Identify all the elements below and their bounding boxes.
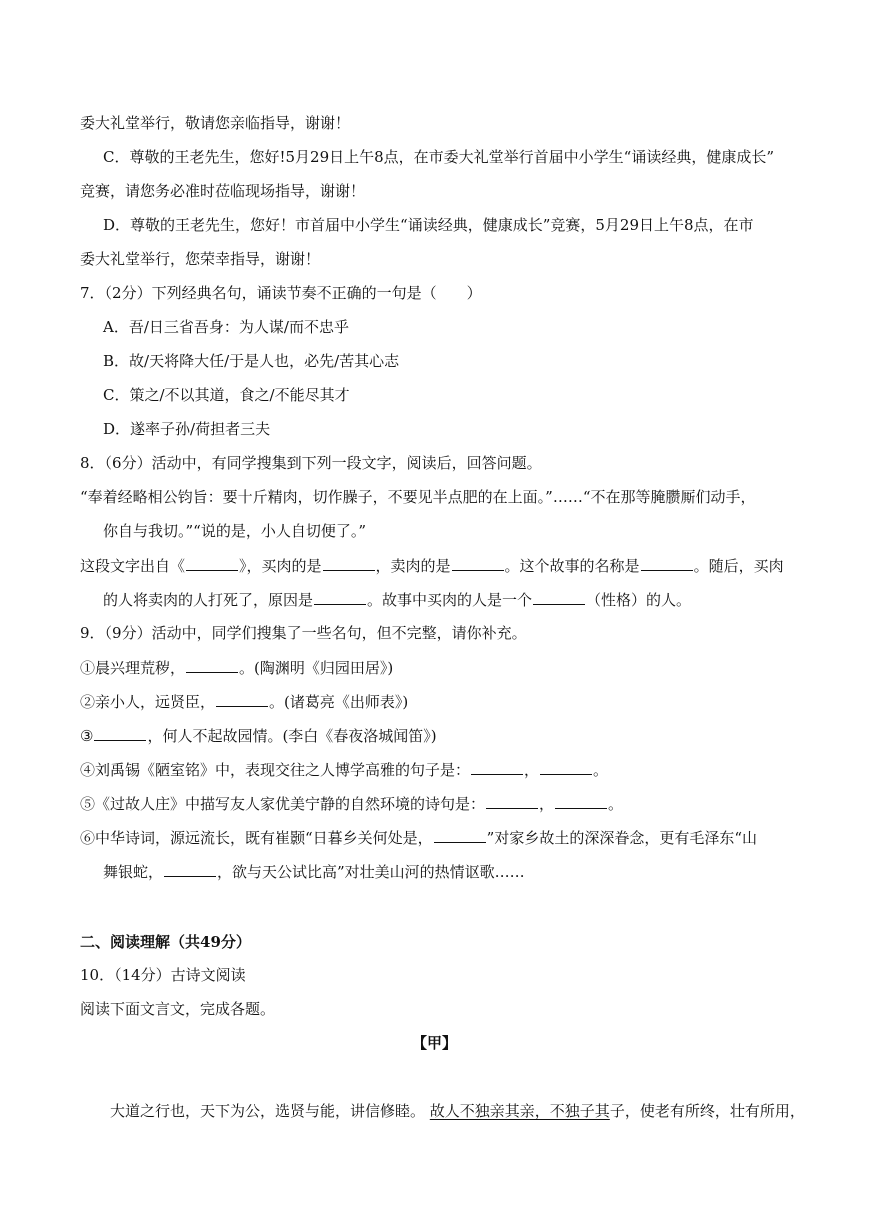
text-segment: 大道之行也，天下为公，选贤与能，讲信修睦。 [110,1102,426,1120]
question-9-item-6-line-1 [80,828,757,847]
text-segment: ⑥中华诗词，源远流长，既有崔颢“日暮乡关何处是， [80,829,433,847]
text-segment: 子，使老有所终，壮有所用， [609,1102,805,1120]
text-segment: ”对家乡故土的深深眷念，更有毛泽东“山 [486,829,758,847]
text-segment: ②亲小人，远贤臣， [80,693,216,711]
question-9-item-6-line-2 [103,862,525,881]
question-8-fill-line-1 [80,556,784,575]
question-10: 10．（14分）古诗文阅读 [80,966,246,984]
text-segment: 。(诸葛亮《出师表》) [269,693,409,711]
answer-blank[interactable] [434,828,486,843]
question-8-passage-line-1: “奉着经略相公钧旨：要十斤精肉，切作臊子，不要见半点肥的在上面。”……“不在那等腌臜厮们动手， [80,488,756,506]
question-7-option-c: C．策之/不以其道，食之/不能尽其才 [103,386,350,404]
text-segment: 》，买肉的是 [239,557,322,575]
question-7-option-a: A．吾/日三省吾身：为人谋/而不忠乎 [103,318,349,336]
text-segment: 这段文字出自《 [80,557,186,575]
question-9-item-5 [80,794,623,813]
question-7: 7．（2分）下列经典名句，诵读节奏不正确的一句是（ ） [80,284,482,302]
question-8-passage-line-2: 你自与我切。”“说的是，小人自切便了。” [103,522,367,540]
answer-blank[interactable] [186,556,238,571]
text-segment: 。 [608,795,624,813]
underlined-sentence: 故人不独亲其亲，不独子其 [429,1102,610,1120]
answer-blank[interactable] [314,590,366,605]
question-7-option-d: D．遂率子孙/荷担者三夫 [103,420,271,438]
answer-blank[interactable] [555,794,607,809]
text-segment: 。故事中买肉的人是一个 [367,591,533,609]
text-segment: 。这个故事的名称是 [504,557,640,575]
option-c-line-1: C．尊敬的王老先生，您好!5月29日上午8点，在市委大礼堂举行首届中小学生“诵读经典，健康成长” [103,148,775,166]
section-heading-reading: 二、阅读理解（共49分） [80,933,251,951]
text-segment: 。 [593,761,609,779]
question-9: 9．（9分）活动中，同学们搜集了一些名句，但不完整，请你补充。 [80,624,527,642]
passage-jia-line-1 [110,1102,805,1120]
text-segment: 。随后，买肉 [693,557,784,575]
question-9-item-3 [80,726,437,745]
question-9-item-4 [80,760,608,779]
answer-blank[interactable] [452,556,504,571]
question-9-item-2 [80,692,408,711]
question-10-instruction: 阅读下面文言文，完成各题。 [80,1000,276,1018]
text-segment: ③ [80,727,94,745]
question-9-item-1 [80,658,393,677]
question-8-fill-line-2 [103,590,691,609]
answer-blank[interactable] [471,760,523,775]
text-segment: ，欲与天公试比高”对壮美山河的热情讴歌…… [217,863,525,881]
answer-blank[interactable] [533,590,585,605]
answer-blank[interactable] [216,692,268,707]
text-segment: ⑤《过故人庄》中描写友人家优美宁静的自然环境的诗句是： [80,795,486,813]
option-d-line-2: 委大礼堂举行，您荣幸指导，谢谢！ [80,250,321,268]
option-c-line-2: 竞赛，请您务必准时莅临现场指导，谢谢！ [80,182,366,200]
option-d-line-1: D．尊敬的王老先生，您好！市首届中小学生“诵读经典，健康成长”竞赛，5月29日上午8点，在市 [103,216,754,234]
answer-blank[interactable] [641,556,693,571]
text-segment: ，何人不起故园情。(李白《春夜洛城闻笛》) [147,727,437,745]
answer-blank[interactable] [94,726,146,741]
answer-blank[interactable] [164,862,216,877]
passage-label-jia: 【甲】 [411,1034,457,1052]
text-segment: ①晨兴理荒秽， [80,659,186,677]
question-8: 8．（6分）活动中，有同学搜集到下列一段文字，阅读后，回答问题。 [80,454,542,472]
text-segment: ， [539,795,555,813]
answer-blank[interactable] [486,794,538,809]
question-7-option-b: B．故/天将降大任/于是人也，必先/苦其心志 [103,352,400,370]
text-segment: （性格）的人。 [586,591,692,609]
text-segment: ， [524,761,540,779]
option-b-continuation: 委大礼堂举行，敬请您亲临指导，谢谢！ [80,114,351,132]
text-segment: 的人将卖肉的人打死了，原因是 [103,591,314,609]
answer-blank[interactable] [540,760,592,775]
text-segment: ④刘禹锡《陋室铭》中，表现交往之人博学高雅的句子是： [80,761,471,779]
answer-blank[interactable] [323,556,375,571]
text-segment: 。(陶渊明《归园田居》) [239,659,394,677]
text-segment: ，卖肉的是 [375,557,451,575]
answer-blank[interactable] [186,658,238,673]
text-segment: 舞银蛇， [103,863,164,881]
